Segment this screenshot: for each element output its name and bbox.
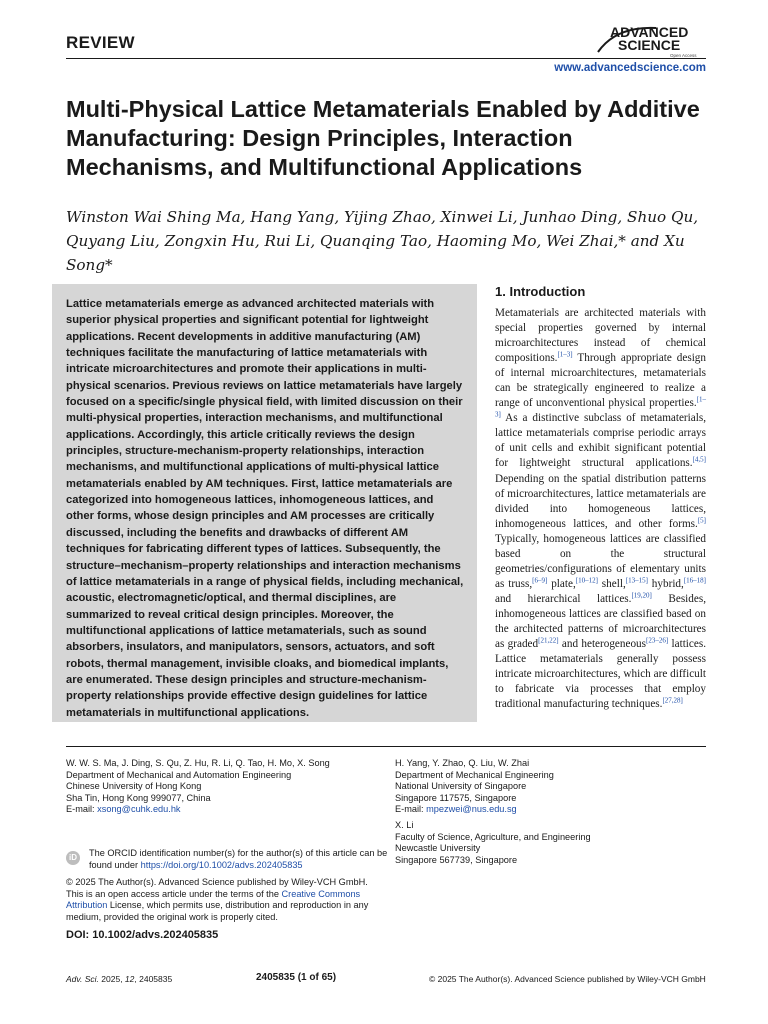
footer-year: 2025, <box>98 974 125 984</box>
logo-line1: ADVANCED <box>610 24 689 40</box>
reference-citation-link[interactable]: [1–3] <box>557 350 573 359</box>
email-link-nus[interactable]: mpezwei@nus.edu.sg <box>426 804 517 815</box>
orcid-note <box>89 848 389 871</box>
logo-tag: Open Access <box>670 53 697 58</box>
affiliation-line: X. Li <box>395 820 414 830</box>
intro-text-run: and heterogeneous <box>558 638 646 651</box>
reference-citation-link[interactable]: [10–12] <box>575 576 598 585</box>
logo-line2: SCIENCE <box>618 37 681 53</box>
intro-text-run: hybrid, <box>647 577 684 590</box>
affiliation-line: Department of Mechanical and Automation Engineering <box>66 769 292 780</box>
abstract-text: Lattice metamaterials emerge as advanced architected materials with superior physical properties and significant potential for lightweight applications. Recent developments in additive manufacturing (AM) techniques facilitate the manufacturing of lattice metamaterials with intricate microarchitectures and promote their applications in multi-physical scenarios. Previous reviews on lattice metamaterials have largely focused on a specific/single physical field, with limited discussion on their multi-physical properties, interaction mechanisms, and multifunctional applications. Accordingly, this article critically reviews the design principles, structure-mechanism-property relationships, interaction mechanisms, and multifunctional applications of multi-physical lattice metamaterials enabled by AM techniques. First, lattice metamaterials are categorized into homogeneous lattices, inhomogeneous lattices, and other forms, whose design principles and AM processes are critically discussed, including the benefits and drawbacks of different AM techniques for fabricating different types of lattices. Subsequently, the structure–mechanism–property relationships and interaction mechanisms of lattice metamaterials in a range of physical fields, including mechanical, acoustic, electromagnetic/optical, and thermal disciplines, are summarized to reveal critical design principles. Moreover, the multifunctional applications of lattice metamaterials, such as sound absorbers, insulators, and manipulators, sensors, actuators, and soft robots, thermal management, invisible cloaks, and biomedical implants, are enumerated. These design principles and structure-mechanism-property relationships provide effective design guidelines for lattice metamaterials in multifunctional applications. <box>66 298 464 719</box>
email-label: E-mail: <box>66 804 98 815</box>
authors-line-1: Winston Wai Shing Ma, Hang Yang, Yijing Zhao, Xinwei Li, Junhao Ding, Shuo Qu, <box>66 208 699 226</box>
orcid-text: The ORCID identification number(s) for the author(s) of this article can be found under <box>89 848 388 870</box>
license-text: © 2025 The Author(s). Advanced Science published by Wiley-VCH GmbH. This is an open access article under the terms of the <box>66 877 368 899</box>
reference-citation-link[interactable]: [19,20] <box>631 591 652 600</box>
footer-article-no: , 2405835 <box>134 974 173 984</box>
intro-text-run: Through appropriate design of internal microarchitectures, metamaterials can be strategically engineered to realize a range of unconventional physical properties. <box>495 352 706 410</box>
intro-text-run: Metamaterials are architected materials with special properties governed by internal microarchitectures instead of chemical compositions. <box>495 307 706 365</box>
reference-citation-link[interactable]: [23–26] <box>646 636 669 645</box>
intro-text-run: and hierarchical lattices. <box>495 592 632 605</box>
affiliation-line: National University of Singapore <box>395 781 527 792</box>
author-list <box>66 205 716 277</box>
intro-text-run: lattices. Lattice metamaterials generally possess intricate microarchitectures, which are difficult to fabricate via processes that employ traditional manufacturing techniques. <box>495 638 706 711</box>
affiliation-email-line <box>395 804 695 816</box>
affiliation-block-cuhk <box>66 758 386 816</box>
affiliation-line: Department of Mechanical Engineering <box>395 769 554 780</box>
reference-citation-link[interactable]: [13–15] <box>625 576 648 585</box>
affiliation-line: Singapore 117575, Singapore <box>395 792 517 803</box>
reference-citation-link[interactable]: [6–9] <box>532 576 548 585</box>
email-label: E-mail: <box>395 804 427 815</box>
section-label: REVIEW <box>66 33 135 52</box>
affiliation-block-newcastle <box>395 820 695 866</box>
reference-citation-link[interactable]: [21,22] <box>538 636 559 645</box>
journal-url-link[interactable]: www.advancedscience.com <box>554 62 706 74</box>
intro-heading: 1. Introduction <box>495 284 586 299</box>
header-rule <box>66 58 706 59</box>
journal-logo-graphic <box>596 22 708 60</box>
footer-copyright: © 2025 The Author(s). Advanced Science published by Wiley-VCH GmbH <box>429 974 706 984</box>
reference-citation-link[interactable]: [16–18] <box>683 576 706 585</box>
intro-text-run: Depending on the spatial distribution patterns of microarchitectures, lattice metamaterials are divided into homogeneous lattices, inhomogeneous lattices, and other forms. <box>495 472 706 530</box>
affiliation-email-line <box>66 804 386 816</box>
affiliation-line: Singapore 567739, Singapore <box>395 854 518 865</box>
affiliation-line: Sha Tin, Hong Kong 999077, China <box>66 792 211 803</box>
footer-journal: Adv. Sci. <box>66 974 99 984</box>
doi-line: DOI: 10.1002/advs.202405835 <box>66 929 219 941</box>
reference-citation-link[interactable]: [4,5] <box>692 455 706 464</box>
affiliation-rule <box>66 746 706 747</box>
license-note <box>66 877 386 923</box>
intro-text-run: shell, <box>597 577 626 590</box>
intro-text-run: Besides, inhomogeneous lattices are classified based on the architected patterns of microarchitectures as graded <box>495 592 706 651</box>
affiliation-line: W. W. S. Ma, J. Ding, S. Qu, Z. Hu, R. Li, Q. Tao, H. Mo, X. Song <box>66 758 330 768</box>
authors-line-2: Quyang Liu, Zongxin Hu, Rui Li, Quanqing Tao, Haoming Mo, Wei Zhai,* and Xu Song* <box>66 232 685 274</box>
orcid-doi-link[interactable]: https://doi.org/10.1002/advs.202405835 <box>140 859 303 870</box>
footer-volume: 12 <box>124 974 135 984</box>
reference-citation-link[interactable]: [5] <box>697 515 706 524</box>
intro-text-run: plate, <box>547 577 576 590</box>
affiliation-line: Chinese University of Hong Kong <box>66 781 202 792</box>
journal-logo[interactable] <box>596 22 708 60</box>
email-link-cuhk[interactable]: xsong@cuhk.edu.hk <box>97 804 181 815</box>
intro-text-run: Typically, homogeneous lattices are classified based on the structural geometries/configurations of elementary units as truss, <box>495 532 706 590</box>
intro-paragraph <box>495 306 706 712</box>
license-text-rest: License, which permits use, distribution and reproduction in any medium, provided the original work is properly cited. <box>66 900 369 922</box>
intro-text-run: As a distinctive subclass of metamaterials, lattice metamaterials comprise periodic arrays of unit cells and exhibit significant potential for lightweight structural applications. <box>495 412 706 470</box>
affiliation-line: H. Yang, Y. Zhao, Q. Liu, W. Zhai <box>395 758 530 768</box>
cc-license-link[interactable]: Creative Commons Attribution <box>66 888 361 911</box>
article-title: Multi-Physical Lattice Metamaterials Enabled by Additive Manufacturing: Design Principles, Interaction Mechanisms, and Multifunctional Applications <box>66 96 700 180</box>
reference-citation-link[interactable]: [1–3] <box>495 395 706 419</box>
footer-citation <box>66 974 172 984</box>
affiliation-block-nus <box>395 758 695 816</box>
reference-citation-link[interactable]: [27,28] <box>662 696 683 705</box>
affiliation-line: Faculty of Science, Agriculture, and Engineering <box>395 831 591 842</box>
affiliation-line: Newcastle University <box>395 843 481 854</box>
footer-page-number: 2405835 (1 of 65) <box>256 972 337 983</box>
orcid-icon: iD <box>66 851 80 865</box>
